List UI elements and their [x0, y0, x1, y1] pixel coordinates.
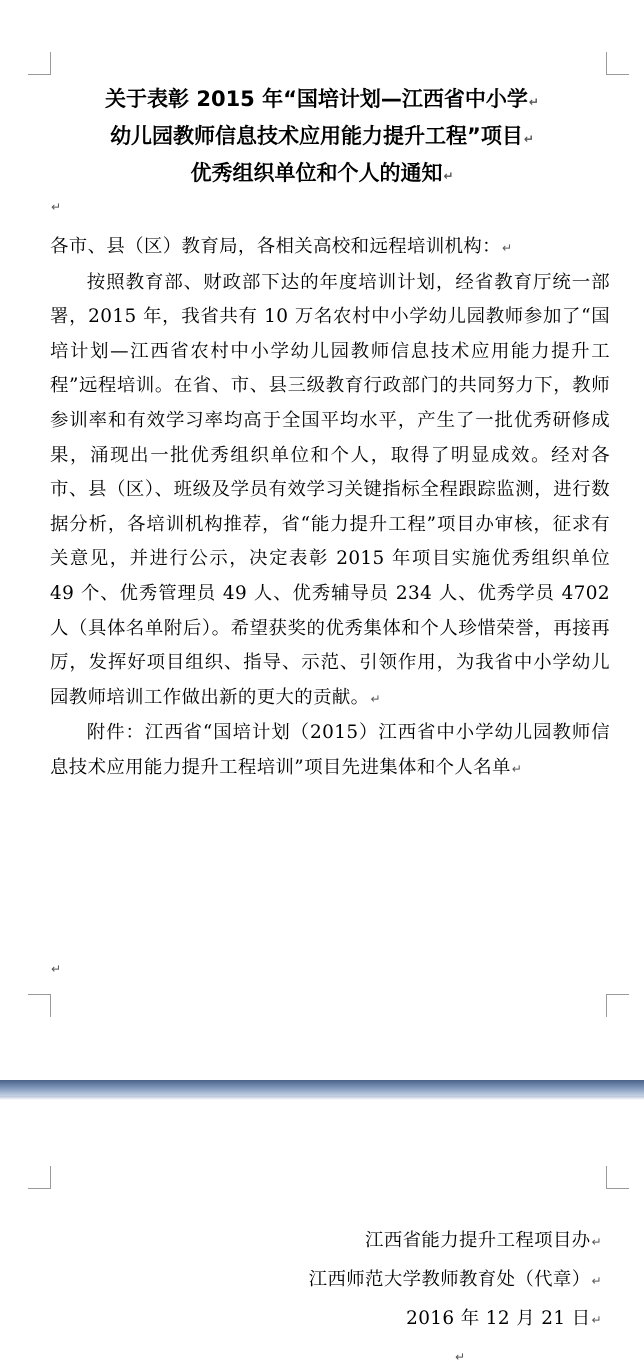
paragraph-mark: ↵ [591, 1274, 602, 1288]
paragraph-mark: ↵ [370, 691, 381, 706]
paragraph-mark: ↵ [523, 132, 534, 146]
attachment-paragraph [50, 716, 610, 786]
title-line-1-text: 关于表彰 2015 年“国培计划—江西省中小学 [105, 87, 528, 111]
paragraph-mark: ↵ [443, 169, 454, 183]
title-line-2 [40, 119, 604, 156]
empty-paragraph [50, 958, 61, 977]
paragraph-mark: ↵ [455, 1350, 466, 1364]
paragraph-mark: ↵ [511, 761, 523, 776]
main-paragraph-text: 按照教育部、财政部下达的年度培训计划，经省教育厅统一部署，2015 年，我省共有 10 万名农村中小学幼儿园教师参加了“国培计划—江西省农村中小学幼儿园教师信息技术应用能力提升工程”远程培训。在省、市、县三级教育行政部门的共同努力下，教师参训率和有效学习率均高于全国平均水平，产生了一批优秀研修成果，涌现出一批优秀组织单位和个人，取得了明显成效。经对各市、县（区）、班级及学员有效学习关键指标全程跟踪监测，进行数据分析，各培训机构推荐，省“能力提升工程”项目办审核，征求有关意见，并进行公示，决定表彰 2015 年项目实施优秀组织单位 49 个、优秀管理员 49 人、优秀辅导员 234 人、优秀学员 4702 人（具体名单附后）。希望获奖的优秀集体和个人珍惜荣誉，再接再厉，发挥好项目组织、指导、示范、引领作用，为我省中小学幼儿园教师培训工作做出新的更大的贡献。 [50, 271, 610, 708]
page-break-band [0, 1080, 644, 1096]
empty-paragraph [50, 196, 61, 216]
main-paragraph [50, 266, 610, 717]
crop-mark-top-right [606, 52, 629, 75]
crop-mark-top-left [28, 52, 51, 75]
paragraph-mark: ↵ [51, 200, 62, 214]
title-line-1 [40, 82, 604, 119]
paragraph-mark: ↵ [51, 962, 62, 976]
paragraph-mark: ↵ [591, 1235, 602, 1249]
signature-dept [309, 1261, 602, 1300]
crop-mark-top-right [606, 1166, 629, 1189]
title-line-3-text: 优秀组织单位和个人的通知 [190, 161, 443, 185]
signature-date [309, 1300, 602, 1339]
paragraph-mark: ↵ [528, 95, 539, 109]
attachment-text: 附件：江西省“国培计划（2015）江西省中小学幼儿园教师信息技术应用能力提升工程培训”项目先进集体和个人名单 [50, 722, 610, 778]
salutation [50, 230, 610, 266]
signature-org-text: 江西省能力提升工程项目办 [365, 1230, 591, 1251]
paragraph-mark: ↵ [591, 1313, 602, 1327]
signature-block [309, 1222, 602, 1339]
empty-paragraph [454, 1346, 465, 1365]
title-line-2-text: 幼儿园教师信息技术应用能力提升工程”项目 [110, 124, 523, 148]
signature-org [309, 1222, 602, 1261]
signature-date-text: 2016 年 12 月 21 日 [406, 1308, 591, 1329]
paragraph-mark: ↵ [501, 241, 513, 255]
document-body [50, 230, 610, 787]
crop-mark-bottom-left [28, 994, 51, 1017]
title-line-3 [40, 156, 604, 193]
crop-mark-bottom-right [606, 994, 629, 1017]
salutation-text: 各市、县（区）教育局，各相关高校和远程培训机构： [50, 236, 501, 257]
signature-dept-text: 江西师范大学教师教育处（代章） [308, 1269, 591, 1290]
document-title [40, 82, 604, 193]
page-break-shadow [0, 1096, 644, 1100]
crop-mark-top-left [28, 1166, 51, 1189]
